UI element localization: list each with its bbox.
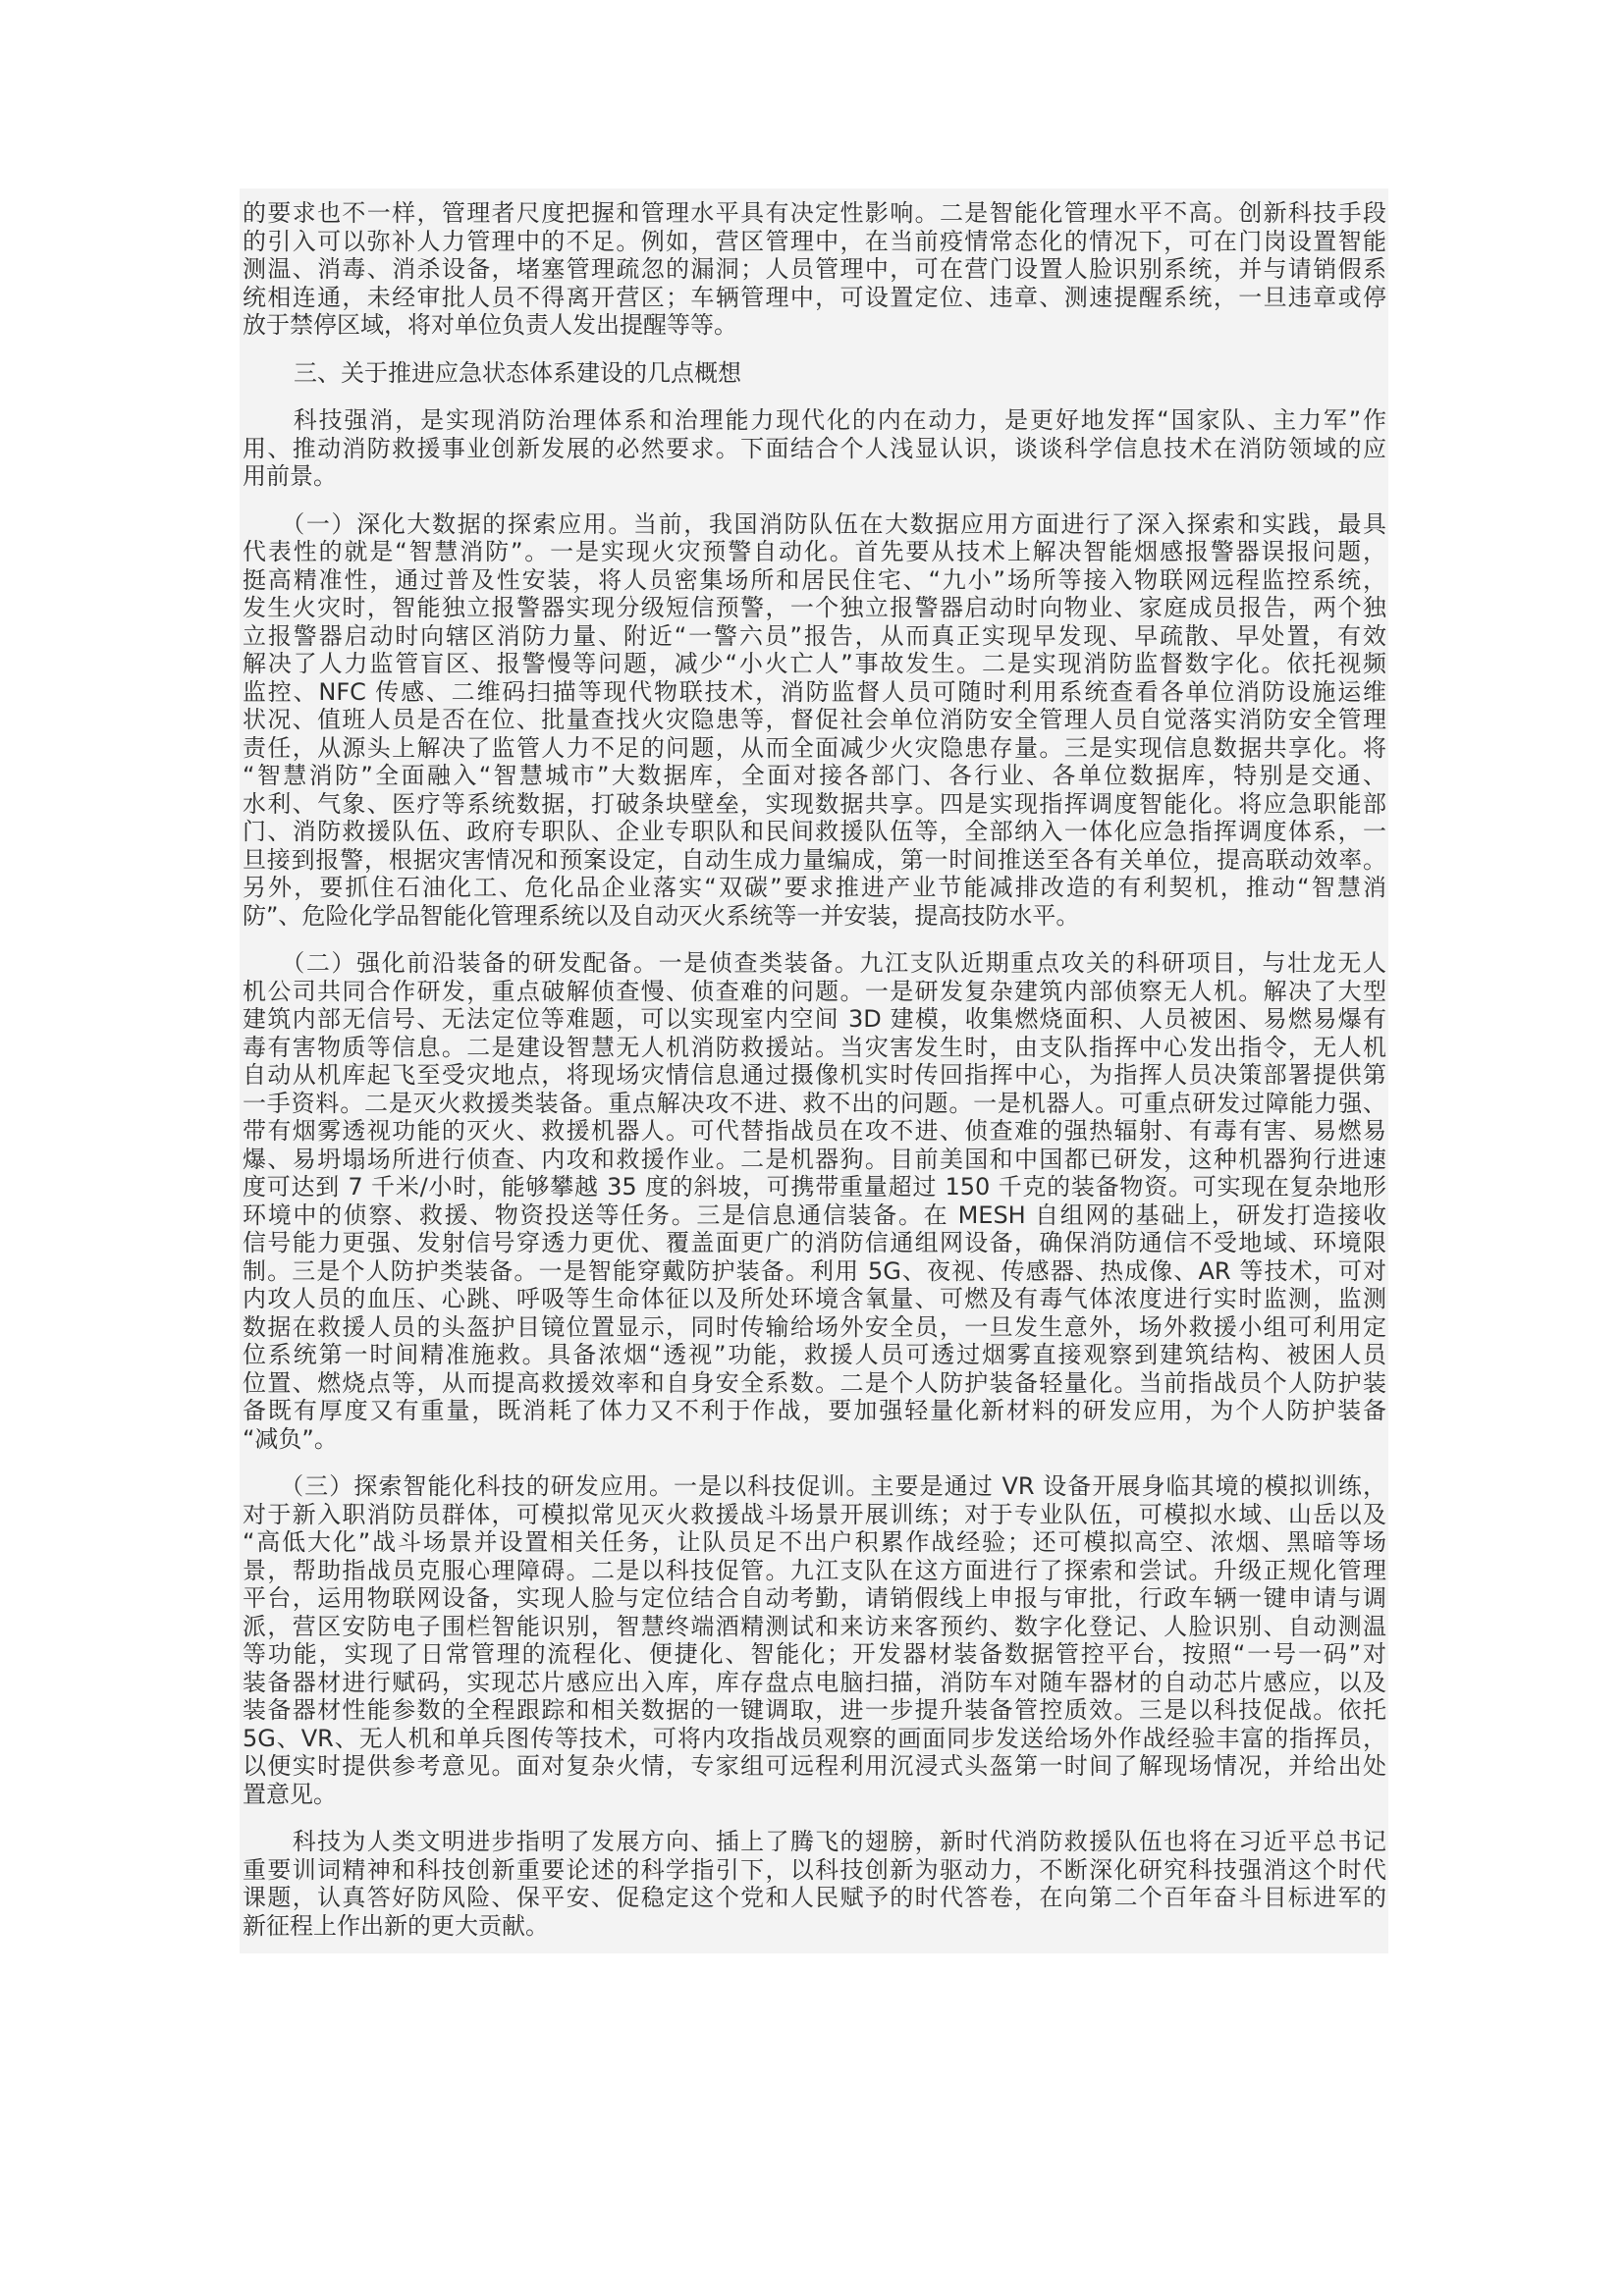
text-line: 新征程上作出新的更大贡献。 xyxy=(243,1911,549,1940)
text-line: 装备器材进行赋码，实现芯片感应出入库，库存盘点电脑扫描，消防车对随车器材的自动芯片感应，以及 xyxy=(243,1668,1386,1696)
text-line: 环境中的侦察、救援、物资投送等任务。三是信息通信装备。在 MESH 自组网的基础上，研发打造接收 xyxy=(243,1201,1386,1229)
text-line: 对于新入职消防员群体，可模拟常见灭火救援战斗场景开展训练；对于专业队伍，可模拟水域、山岳以及 xyxy=(243,1500,1386,1528)
document-body xyxy=(243,199,1386,1940)
text-line: 课题，认真答好防风险、保平安、促稳定这个党和人民赋予的时代答卷，在向第二个百年奋斗目标进军的 xyxy=(243,1884,1386,1911)
text-line: 防”、危险化学品智能化管理系统以及自动灭火系统等一并安装，提高技防水平。 xyxy=(243,901,1080,930)
text-line: 状况、值班人员是否在位、批量查找火灾隐患等，督促社会单位消防安全管理人员自觉落实消防安全管理 xyxy=(243,706,1386,733)
text-line: 等功能，实现了日常管理的流程化、便捷化、智能化；开发器材装备数据管控平台，按照“一号一码”对 xyxy=(243,1640,1386,1668)
text-line: 位置、燃烧点等，从而提高救援效率和自身安全系数。二是个人防护装备轻量化。当前指战员个人防护装 xyxy=(243,1368,1386,1397)
text-line: 水利、气象、医疗等系统数据，打破条块壁垒，实现数据共享。四是实现指挥调度智能化。将应急职能部 xyxy=(243,789,1386,818)
paragraph xyxy=(243,510,1386,931)
paragraph xyxy=(243,1472,1386,1808)
text-line: 信号能力更强、发射信号穿透力更优、覆盖面更广的消防信通组网设备，确保消防通信不受地域、环境限 xyxy=(243,1229,1386,1256)
text-line: 科技强消，是实现消防治理体系和治理能力现代化的内在动力，是更好地发挥“国家队、主力军”作 xyxy=(243,406,1386,434)
text-line: 用前景。 xyxy=(243,462,337,490)
text-line: （二）强化前沿装备的研发配备。一是侦查类装备。九江支队近期重点攻关的科研项目，与壮龙无人 xyxy=(243,949,1386,977)
text-line: 的要求也不一样，管理者尺度把握和管理水平具有决定性影响。二是智能化管理水平不高。创新科技手段 xyxy=(243,199,1386,227)
text-line: 内攻人员的血压、心跳、呼吸等生命体征以及所处环境含氧量、可燃及有毒气体浓度进行实时监测，监测 xyxy=(243,1285,1386,1312)
text-line: 置意见。 xyxy=(243,1780,337,1808)
text-line: 5G、VR、无人机和单兵图传等技术，可将内攻指战员观察的画面同步发送给场外作战经验丰富的指挥员， xyxy=(243,1724,1386,1752)
text-line: （三）探索智能化科技的研发应用。一是以科技促训。主要是通过 VR 设备开展身临其境的模拟训练， xyxy=(243,1472,1386,1500)
text-line: 代表性的就是“智慧消防”。一是实现火灾预警自动化。首先要从技术上解决智能烟感报警器误报问题， xyxy=(243,538,1386,565)
text-line: 三、关于推进应急状态体系建设的几点概想 xyxy=(294,358,741,387)
text-line: 位系统第一时间精准施救。具备浓烟“透视”功能，救援人员可透过烟雾直接观察到建筑结构、被困人员 xyxy=(243,1341,1386,1368)
text-line: 以便实时提供参考意见。面对复杂火情，专家组可远程利用沉浸式头盔第一时间了解现场情况，并给出处 xyxy=(243,1752,1386,1780)
paragraph xyxy=(243,199,1386,340)
text-line: 解决了人力监管盲区、报警慢等问题，减少“小火亡人”事故发生。二是实现消防监督数字化。依托视频 xyxy=(243,650,1386,677)
text-line: “高低大化”战斗场景并设置相关任务，让队员足不出户积累作战经验；还可模拟高空、浓烟、黑暗等场 xyxy=(243,1528,1386,1556)
text-line: 门、消防救援队伍、政府专职队、企业专职队和民间救援队伍等，全部纳入一体化应急指挥调度体系，一 xyxy=(243,818,1386,845)
text-line: 备既有厚度又有重量，既消耗了体力又不利于作战，要加强轻量化新材料的研发应用，为个人防护装备 xyxy=(243,1397,1386,1424)
text-line: 用、推动消防救援事业创新发展的必然要求。下面结合个人浅显认识，谈谈科学信息技术在消防领域的应 xyxy=(243,434,1386,462)
text-line: “减负”。 xyxy=(243,1424,338,1453)
text-line: 发生火灾时，智能独立报警器实现分级短信预警，一个独立报警器启动时向物业、家庭成员报告，两个独 xyxy=(243,594,1386,621)
text-line: “智慧消防”全面融入“智慧城市”大数据库，全面对接各部门、各行业、各单位数据库，特别是交通、 xyxy=(243,762,1386,789)
text-line: 毒有害物质等信息。二是建设智慧无人机消防救援站。当灾害发生时，由支队指挥中心发出指令，无人机 xyxy=(243,1033,1386,1061)
text-line: 另外，要抓住石油化工、危化品企业落实“双碳”要求推进产业节能减排改造的有利契机，推动“智慧消 xyxy=(243,874,1386,901)
text-line: 数据在救援人员的头盔护目镜位置显示，同时传输给场外安全员，一旦发生意外，场外救援小组可利用定 xyxy=(243,1312,1386,1341)
text-line: 景，帮助指战员克服心理障碍。二是以科技促管。九江支队在这方面进行了探索和尝试。升级正规化管理 xyxy=(243,1556,1386,1584)
paragraph xyxy=(243,1828,1386,1940)
text-line: 责任，从源头上解决了监管人力不足的问题，从而全面减少火灾隐患存量。三是实现信息数据共享化。将 xyxy=(243,733,1386,762)
paragraph xyxy=(243,406,1386,491)
text-line: 平台，运用物联网设备，实现人脸与定位结合自动考勤，请销假线上申报与审批，行政车辆一键申请与调 xyxy=(243,1584,1386,1612)
text-line: 立报警器启动时向辖区消防力量、附近“一警六员”报告，从而真正实现早发现、早疏散、早处置，有效 xyxy=(243,621,1386,650)
text-line: 测温、消毒、消杀设备，堵塞管理疏忽的漏洞；人员管理中，可在营门设置人脸识别系统，并与请销假系 xyxy=(243,255,1386,283)
text-line: 一手资料。二是灭火救援类装备。重点解决攻不进、救不出的问题。一是机器人。可重点研发过障能力强、 xyxy=(243,1089,1386,1117)
text-line: 旦接到报警，根据灾害情况和预案设定，自动生成力量编成，第一时间推送至各有关单位，提高联动效率。 xyxy=(243,845,1386,874)
text-line: 监控、NFC 传感、二维码扫描等现代物联技术，消防监督人员可随时利用系统查看各单位消防设施运维 xyxy=(243,677,1386,706)
section-heading xyxy=(243,359,1386,388)
text-line: 制。三是个人防护类装备。一是智能穿戴防护装备。利用 5G、夜视、传感器、热成像、AR 等技术，可对 xyxy=(243,1256,1386,1285)
text-line: 装备器材性能参数的全程跟踪和相关数据的一键调取，进一步提升装备管控质效。三是以科技促战。依托 xyxy=(243,1696,1386,1724)
text-line: 放于禁停区域，将对单位负责人发出提醒等等。 xyxy=(243,311,737,339)
text-line: 科技为人类文明进步指明了发展方向、插上了腾飞的翅膀，新时代消防救援队伍也将在习近平总书记 xyxy=(243,1828,1386,1855)
text-line: 挺高精准性，通过普及性安装，将人员密集场所和居民住宅、“九小”场所等接入物联网远程监控系统， xyxy=(243,565,1386,594)
text-line: 机公司共同合作研发，重点破解侦查慢、侦查难的问题。一是研发复杂建筑内部侦察无人机。解决了大型 xyxy=(243,977,1386,1005)
text-line: 建筑内部无信号、无法定位等难题，可以实现室内空间 3D 建模，收集燃烧面积、人员被困、易燃易爆有 xyxy=(243,1005,1386,1033)
text-line: 带有烟雾透视功能的灭火、救援机器人。可代替指战员在攻不进、侦查难的强热辐射、有毒有害、易燃易 xyxy=(243,1117,1386,1145)
paragraph xyxy=(243,949,1386,1453)
text-line: （一）深化大数据的探索应用。当前，我国消防队伍在大数据应用方面进行了深入探索和实践，最具 xyxy=(243,509,1386,538)
text-line: 统相连通，未经审批人员不得离开营区；车辆管理中，可设置定位、违章、测速提醒系统，一旦违章或停 xyxy=(243,283,1386,311)
text-line: 自动从机库起飞至受灾地点，将现场灾情信息通过摄像机实时传回指挥中心，为指挥人员决策部署提供第 xyxy=(243,1061,1386,1089)
text-line: 的引入可以弥补人力管理中的不足。例如，营区管理中，在当前疫情常态化的情况下，可在门岗设置智能 xyxy=(243,227,1386,255)
text-line: 派，营区安防电子围栏智能识别，智慧终端酒精测试和来访来客预约、数字化登记、人脸识别、自动测温 xyxy=(243,1612,1386,1640)
text-line: 重要训词精神和科技创新重要论述的科学指引下，以科技创新为驱动力，不断深化研究科技强消这个时代 xyxy=(243,1855,1386,1884)
text-line: 爆、易坍塌场所进行侦查、内攻和救援作业。二是机器狗。目前美国和中国都已研发，这种机器狗行进速 xyxy=(243,1145,1386,1173)
text-line: 度可达到 7 千米/小时，能够攀越 35 度的斜坡，可携带重量超过 150 千克的装备物资。可实现在复杂地形 xyxy=(243,1173,1386,1201)
